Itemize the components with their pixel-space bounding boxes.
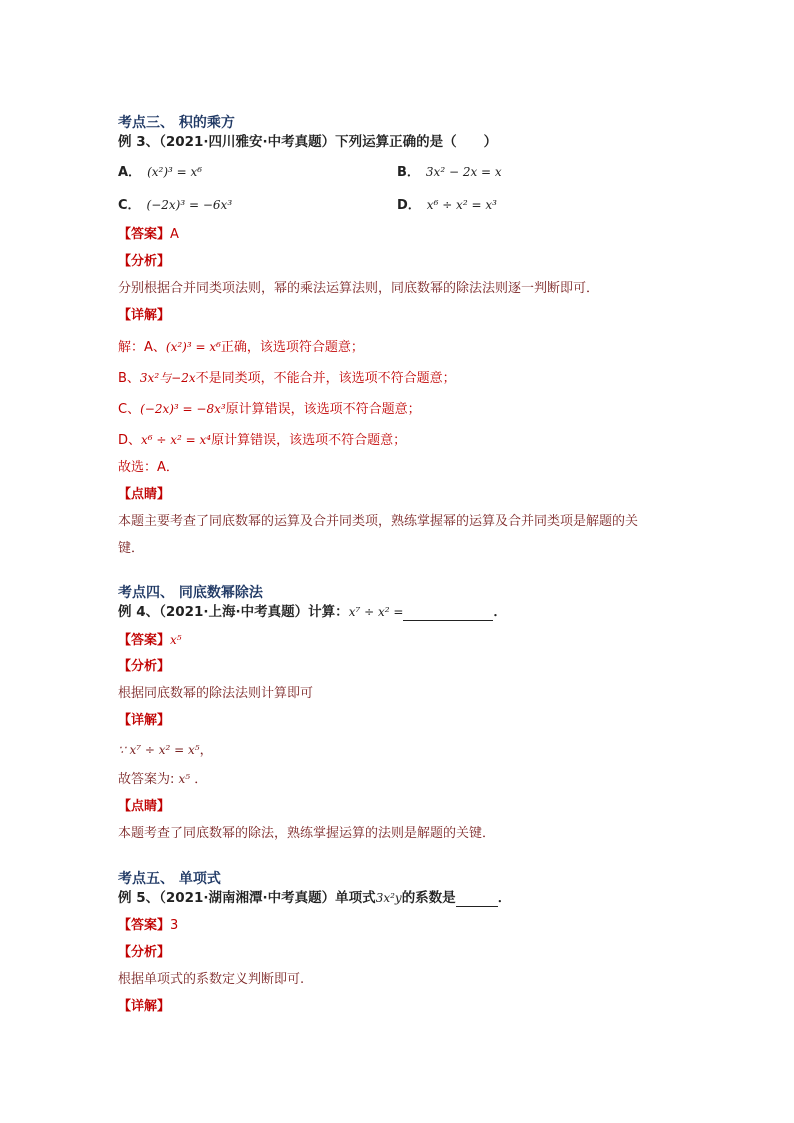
question-text: 例 5、（2021·湖南湘潭·中考真题）单项式 (118, 890, 376, 906)
option-b-math: 3x² − 2x = x (425, 165, 502, 179)
detail-math: 3x²与−2x (139, 371, 196, 385)
option-a-label: A． (118, 165, 142, 180)
question-math: 3x²y (375, 891, 402, 905)
question-ex3: 例 3、（2021·四川雅安·中考真题）下列运算正确的是（ ） (118, 134, 498, 150)
question-end: ． (497, 890, 512, 906)
analysis-text: 分别根据合并同类项法则，幂的乘法运算法则，同底数幂的除法法则逐一判断即可． (118, 281, 600, 296)
option-d-math: x⁶ ÷ x² = x³ (426, 198, 497, 212)
detail-prefix: 故答案为: (118, 772, 175, 787)
option-a-math: (x²)³ = x⁶ (147, 165, 203, 179)
detail-math: x⁶ ÷ x² = x⁴ (141, 433, 212, 447)
detail-tag: 【详解】 (118, 713, 171, 728)
detail-suffix: 正确，该选项符合题意； (220, 340, 364, 355)
option-a (118, 163, 202, 182)
answer-row-ex3 (118, 226, 179, 244)
answer-value: x⁵ (170, 633, 182, 647)
detail-suffix: 原计算错误，该选项不符合题意； (225, 402, 421, 417)
answer-value: A (170, 227, 179, 242)
detail-suffix: 不是同类项，不能合并，该选项不符合题意； (195, 371, 456, 386)
detail-line (118, 741, 213, 760)
question-end: ． (493, 604, 507, 620)
question-ex4 (118, 603, 507, 621)
detail-math: ∵ x⁷ ÷ x² = x⁵ (118, 743, 200, 757)
detail-line (118, 770, 207, 789)
detail-tag: 【详解】 (118, 999, 171, 1014)
detail-line (118, 338, 364, 357)
detail-math: x⁵ (178, 772, 191, 786)
detail-conclusion: 故选：A． (118, 460, 179, 475)
analysis-tag: 【分析】 (118, 254, 171, 269)
detail-line (118, 431, 406, 450)
detail-prefix: B、 (118, 371, 140, 386)
detail-prefix: 解：A、 (118, 340, 166, 355)
comment-tag: 【点睛】 (118, 487, 171, 502)
option-b (397, 163, 502, 182)
option-d-label: D． (397, 198, 421, 213)
section-heading: 考点五、 单项式 (118, 871, 221, 887)
option-b-label: B． (397, 165, 420, 180)
answer-row-ex5 (118, 917, 178, 935)
detail-line (118, 400, 421, 419)
analysis-tag: 【分析】 (118, 945, 171, 960)
question-ex5 (118, 889, 511, 907)
section-heading: 考点四、 同底数幂除法 (118, 585, 263, 601)
detail-math: (−2x)³ = −8x³ (140, 402, 226, 416)
detail-tag: 【详解】 (118, 308, 171, 323)
option-c-math: (−2x)³ = −6x³ (146, 198, 233, 212)
option-d (397, 196, 497, 215)
detail-suffix: ， (199, 743, 213, 758)
detail-suffix: ． (194, 772, 208, 787)
section-heading: 考点三、 积的乘方 (118, 115, 235, 131)
answer-value: 3 (170, 918, 179, 933)
comment-text-cont: 键． (118, 541, 145, 556)
detail-prefix: D、 (118, 433, 142, 448)
comment-tag: 【点睛】 (118, 799, 171, 814)
question-text: 例 4、（2021·上海·中考真题）计算： (118, 604, 349, 620)
analysis-text: 根据同底数幂的除法法则计算即可 (118, 686, 314, 701)
comment-text: 本题主要考查了同底数幂的运算及合并同类项，熟练掌握幂的运算及合并同类项是解题的关 (118, 514, 639, 529)
analysis-text: 根据单项式的系数定义判断即可. (118, 972, 305, 987)
answer-blank (456, 892, 498, 907)
answer-row-ex4 (118, 631, 182, 650)
answer-tag: 【答案】 (118, 918, 171, 933)
question-math: x⁷ ÷ x² = (348, 605, 404, 619)
answer-tag: 【答案】 (118, 227, 171, 242)
question-post: 的系数是 (401, 890, 456, 906)
answer-tag: 【答案】 (118, 633, 171, 648)
analysis-tag: 【分析】 (118, 659, 171, 674)
comment-text: 本题考查了同底数幂的除法，熟练掌握运算的法则是解题的关键． (118, 826, 496, 841)
detail-math: (x²)³ = x⁶ (165, 340, 221, 354)
option-c-label: C． (118, 198, 141, 213)
detail-prefix: C、 (118, 402, 141, 417)
detail-line (118, 369, 456, 388)
answer-blank (403, 606, 493, 621)
detail-suffix: 原计算错误，该选项不符合题意； (211, 433, 407, 448)
option-c (118, 196, 232, 215)
